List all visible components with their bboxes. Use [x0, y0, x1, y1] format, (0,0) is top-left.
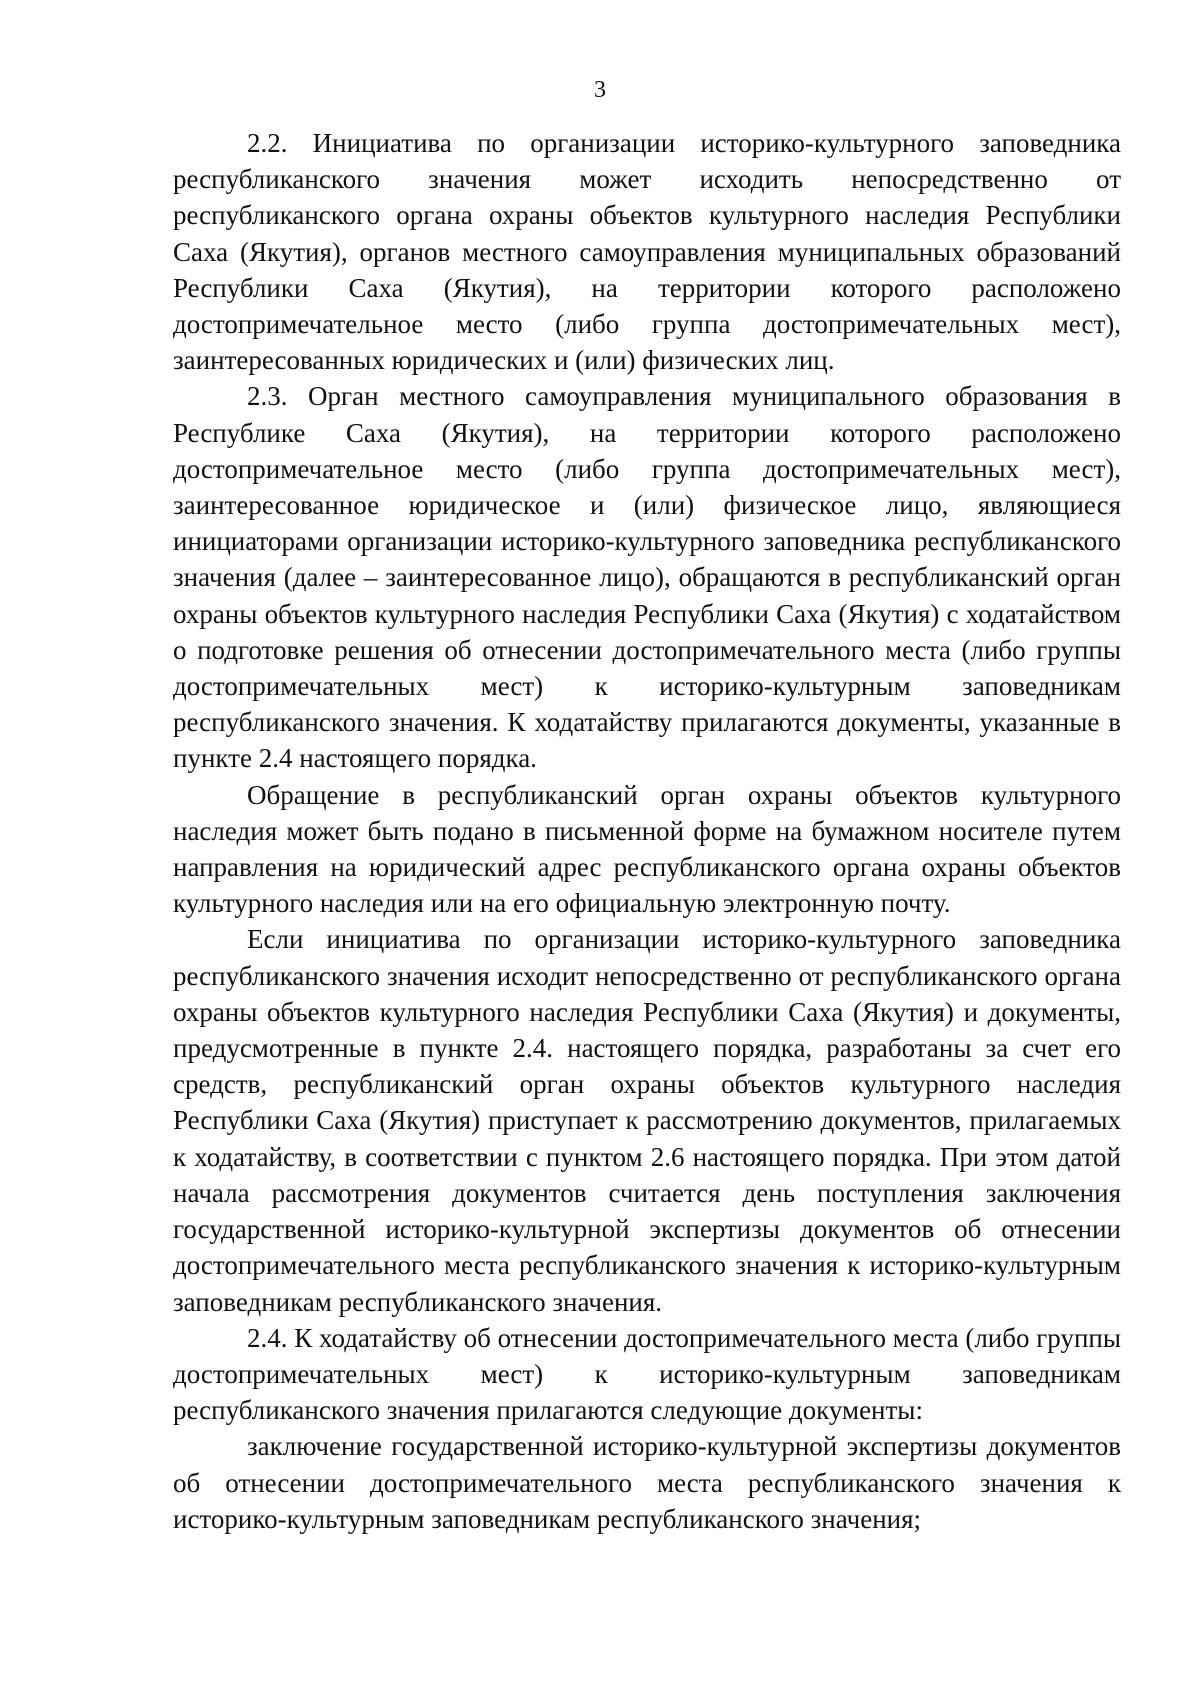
paragraph-2-2: 2.2. Инициатива по организации историко-культурного заповедника республиканского значения может исходить непосредственно от республиканского органа охраны объектов культурного наследия Республики Саха (Якутия), органов местного самоуправления муниципальных образований Республики Саха (Якутия), на территории которого расположено достопримечательное место (либо группа достопримечательных мест), заинтересованных юридических и (или) физических лиц. — [173, 128, 1121, 376]
paragraph-2-3: 2.3. Орган местного самоуправления муниципального образования в Республике Саха (Якутия), на территории которого расположено достопримечательное место (либо группа достопримечательных мест), заинтересованное юридическое и (или) физическое лицо, являющиеся инициаторами организации историко-культурного заповедника республиканского значения (далее – заинтересованное лицо), обращаются в республиканский орган охраны объектов культурного наследия Республики Саха (Якутия) с ходатайством о подготовке решения об отнесении достопримечательного места (либо группы достопримечательных мест) к историко-культурным заповедникам республиканского значения. К ходатайству прилагаются документы, указанные в пункте 2.4 настоящего порядка. — [173, 381, 1121, 774]
page-number: 3 — [594, 77, 606, 103]
paragraph-expertise-conclusion: заключение государственной историко-культурной экспертизы документов об отнесении достопримечательного места республиканского значения к историко-культурным заповедникам республиканского значения; — [173, 1431, 1121, 1534]
paragraph-appeal-form: Обращение в республиканский орган охраны объектов культурного наследия может быть подано в письменной форме на бумажном носителе путем направления на юридический адрес республиканского органа охраны объектов культурного наследия или на его официальную электронную почту. — [173, 779, 1121, 919]
paragraph-initiative-by-authority: Если инициатива по организации историко-культурного заповедника республиканского значения исходит непосредственно от республиканского органа охраны объектов культурного наследия Республики Саха (Якутия) и документы, предусмотренные в пункте 2.4. настоящего порядка, разработаны за счет его средств, республиканский орган охраны объектов культурного наследия Республики Саха (Якутия) приступает к рассмотрению документов, прилагаемых к ходатайству, в соответствии с пунктом 2.6 настоящего порядка. При этом датой начала рассмотрения документов считается день поступления заключения государственной историко-культурной экспертизы документов об отнесении достопримечательного места республиканского значения к историко-культурным заповедникам республиканского значения. — [173, 924, 1121, 1317]
paragraph-2-4: 2.4. К ходатайству об отнесении достопримечательного места (либо группы достопримечательных мест) к историко-культурным заповедникам республиканского значения прилагаются следующие документы: — [173, 1322, 1121, 1426]
document-body — [173, 125, 1121, 1537]
